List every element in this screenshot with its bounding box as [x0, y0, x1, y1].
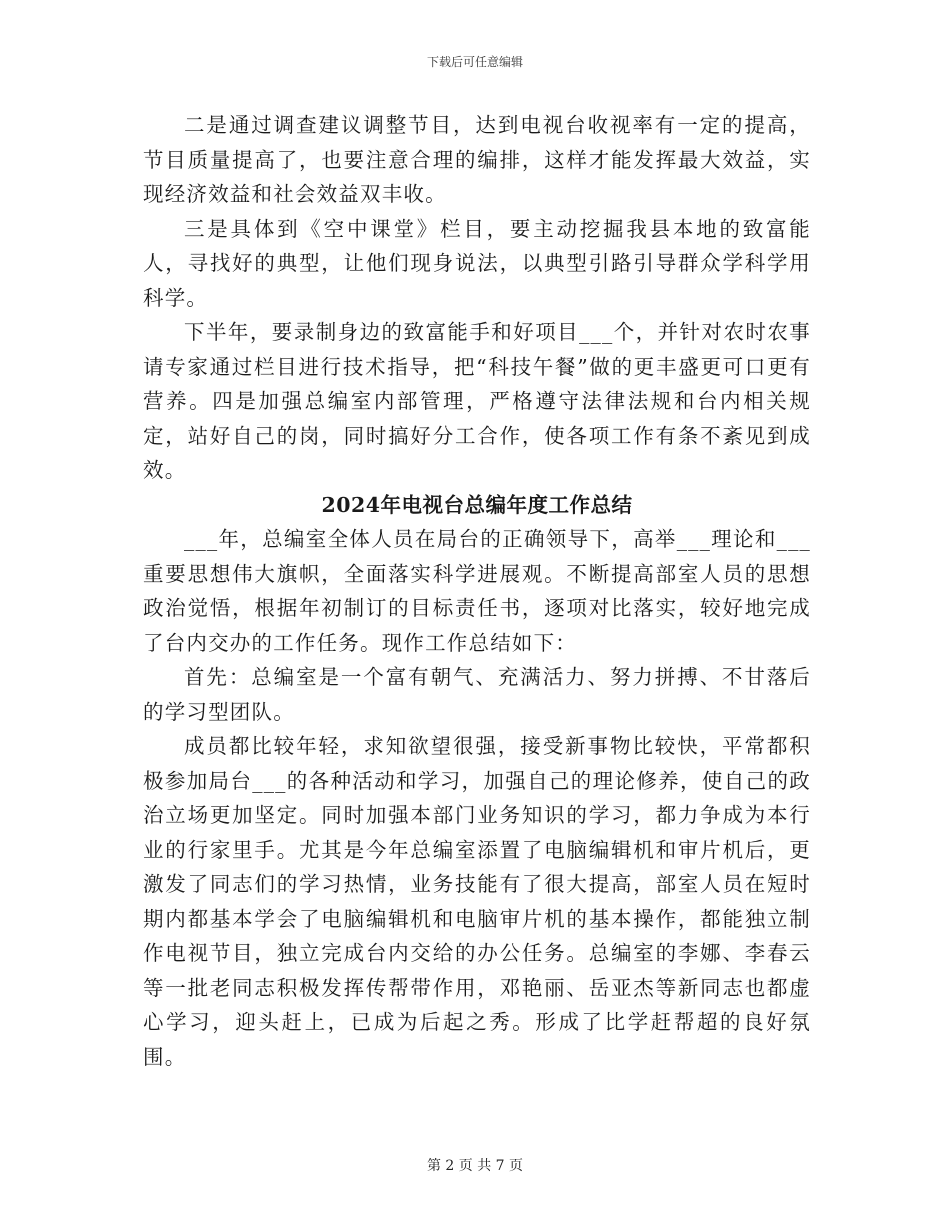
page-header: 下载后可任意编辑	[426, 55, 523, 69]
paragraph: ___年，总编室全体人员在局台的正确领导下，高举___理论和___重要思想伟大旗帜，全面落实科学进展观。不断提高部室人员的思想政治觉悟，根据年初制订的目标责任书，逐项对比落实，较好地完成了台内交办的工作任务。现作工作总结如下：	[143, 527, 811, 655]
paragraph: 三是具体到《空中课堂》栏目，要主动挖掘我县本地的致富能人，寻找好的典型，让他们现身说法，以典型引路引导群众学科学用科学。	[143, 216, 811, 310]
page-number: 第 2 页 共 7 页	[426, 1158, 524, 1174]
paragraph: 下半年，要录制身边的致富能手和好项目___个，并针对农时农事请专家通过栏目进行技术指导，把“科技午餐”做的更丰盛更可口更有营养。四是加强总编室内部管理，严格遵守法律法规和台内相关规定，站好自己的岗，同时搞好分工合作，使各项工作有条不紊见到成效。	[143, 320, 811, 482]
section-title: 2024年电视台总编年度工作总结	[321, 492, 633, 517]
paragraph: 首先：总编室是一个富有朝气、充满活力、努力拼搏、不甘落后的学习型团队。	[143, 665, 811, 724]
paragraph: 二是通过调查建议调整节目，达到电视台收视率有一定的提高，节目质量提高了，也要注意合理的编排，这样才能发挥最大效益，实现经济效益和社会效益双丰收。	[143, 113, 811, 206]
paragraph: 成员都比较年轻，求知欲望很强，接受新事物比较快，平常都积极参加局台___的各种活动和学习，加强自己的理论修养，使自己的政治立场更加坚定。同时加强本部门业务知识的学习，都力争成为本行业的行家里手。尤其是今年总编室添置了电脑编辑机和审片机后，更激发了同志们的学习热情，业务技能有了很大提高，部室人员在短时期内都基本学会了电脑编辑机和电脑审片机的基本操作，都能独立制作电视节目，独立完成台内交给的办公任务。总编室的李娜、李春云等一批老同志积极发挥传帮带作用，邓艳丽、岳亚杰等新同志也都虚心学习，迎头赶上，已成为后起之秀。形成了比学赶帮超的良好氛围。	[143, 734, 811, 1069]
document-body	[143, 108, 811, 1074]
